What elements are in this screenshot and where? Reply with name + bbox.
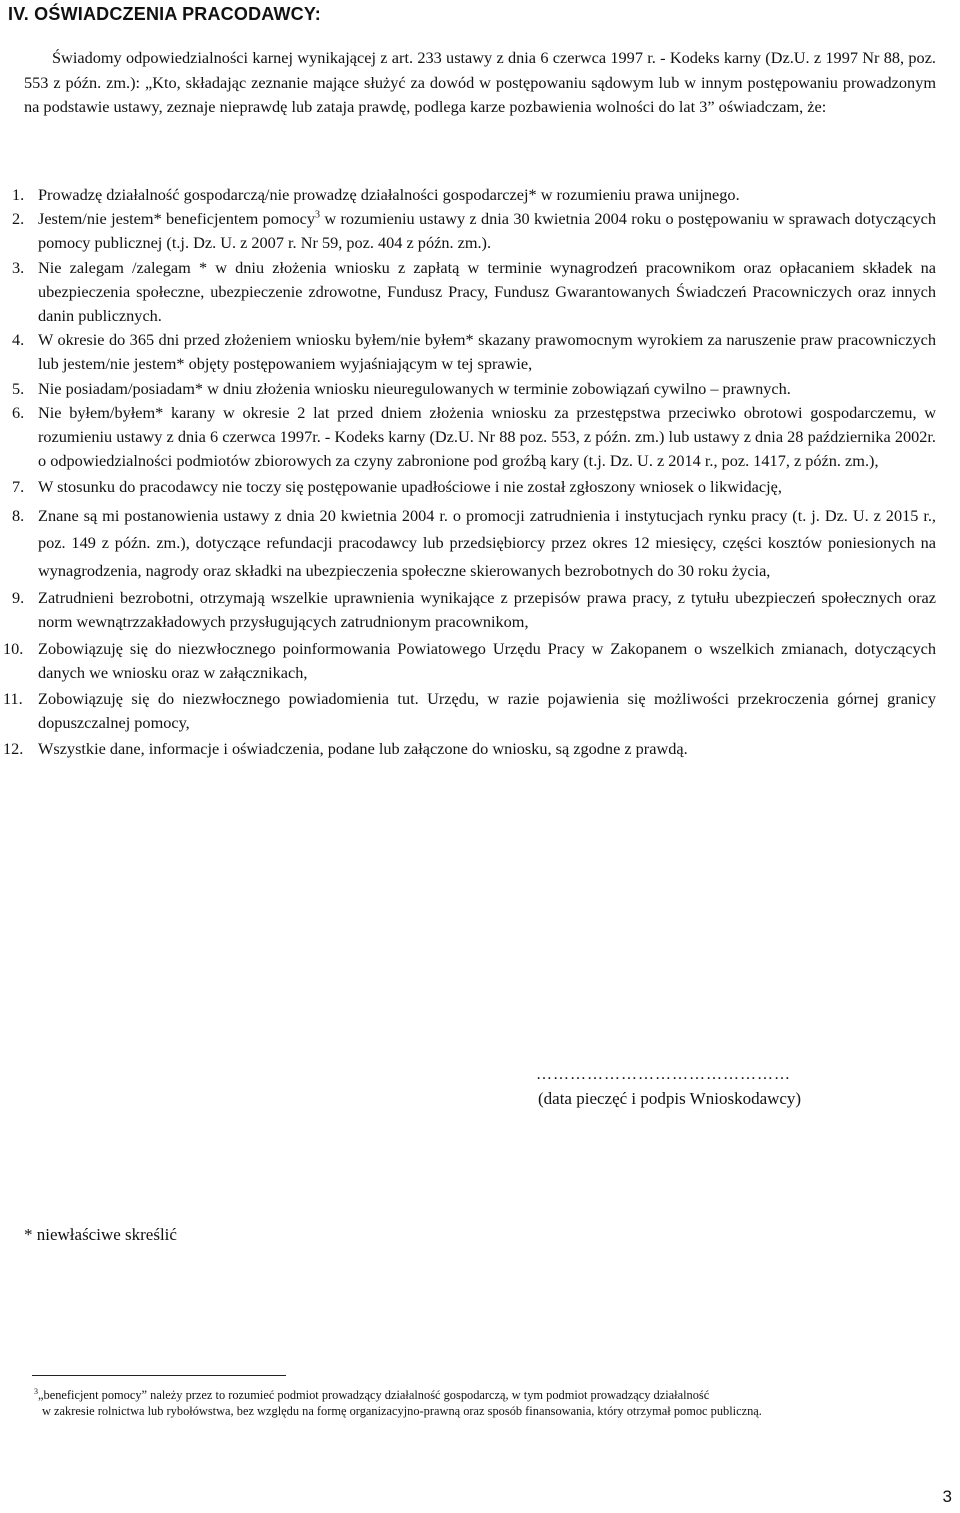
statement-item <box>0 256 936 329</box>
statement-item <box>0 328 936 376</box>
statement-number: 3. <box>12 257 25 277</box>
statement-text: Prowadzę działalność gospodarczą/nie prowadzę działalności gospodarczej* w rozumieniu prawa unijnego. <box>38 185 740 204</box>
footnote <box>34 1387 934 1419</box>
statement-item <box>0 687 936 735</box>
footnote-text: „beneficjent pomocy” należy przez to rozumieć podmiot prowadzący działalność gospodarczą, w tym podmiot prowadzący działalność <box>38 1388 710 1402</box>
statement-text: W okresie do 365 dni przed złożeniem wniosku byłem/nie byłem* skazany prawomocnym wyrokiem za naruszenie praw pracowniczych lub jestem/nie jestem* objęty postępowaniem wyjaśniającym w tej sprawie, <box>38 330 936 374</box>
statement-item <box>0 586 936 634</box>
statement-number: 12. <box>3 739 24 759</box>
statement-number: 7. <box>12 477 25 497</box>
statement-item <box>0 737 936 761</box>
asterisk-note: * niewłaściwe skreślić <box>24 1225 177 1244</box>
statement-number: 2. <box>12 209 25 229</box>
statement-number: 1. <box>12 185 25 204</box>
statement-item <box>0 475 936 499</box>
statement-item <box>0 207 936 255</box>
statement-text: Zatrudnieni bezrobotni, otrzymają wszelkie uprawnienia wynikające z przepisów prawa pracy, z tytułu ubezpieczeń społecznych oraz norm wewnątrzzakładowych przysługujących zatrudnionym pracownikom, <box>38 588 936 632</box>
signature-line: ……………………………………… <box>536 1066 791 1083</box>
statement-number: 5. <box>12 378 25 398</box>
statement-text: Zobowiązuję się do niezwłocznego poinformowania Powiatowego Urzędu Pracy w Zakopanem o wszelkich zmianach, dotyczących danych we wniosku oraz w załącznikach, <box>38 638 936 682</box>
statement-number: 9. <box>12 588 25 608</box>
footnote-separator <box>32 1375 286 1376</box>
statement-text: Nie byłem/byłem* karany w okresie 2 lat przed dniem złożenia wniosku za przestępstwa przeciwko obrotowi gospodarczemu, w rozumieniu ustawy z dnia 6 czerwca 1997r. - Kodeks karny (Dz.U. Nr 88 poz. 553, z późn. zm.) lub ustawy z dnia 28 października 2002r. o odpowiedzialności podmiotów zbiorowych za czyny zabronione pod groźbą kary (t.j. Dz. U. z 2014 r., poz. 1417, z późn. zm.), <box>38 402 936 471</box>
statement-item <box>0 183 936 207</box>
page-number: 3 <box>942 1487 952 1506</box>
intro-text: Świadomy odpowiedzialności karnej wynikającej z art. 233 ustawy z dnia 6 czerwca 1997 r. - Kodeks karny (Dz.U. z 1997 Nr 88, poz. 553 z późn. zm.): „Kto, składając zeznanie mające służyć za dowód w postępowaniu sądowym lub w innym postępowaniu prowadzonym na podstawie ustawy, zeznaje nieprawdę lub zataja prawdę, podlega karze pozbawienia wolności do lat 3” oświadczam, że: <box>24 48 936 116</box>
statements-list <box>0 183 936 762</box>
statement-number: 11. <box>3 688 23 708</box>
statement-text: Jestem/nie jestem* beneficjentem pomocy <box>38 209 316 229</box>
statement-item <box>0 401 936 474</box>
statement-text: Nie posiadam/posiadam* w dniu złożenia wniosku nieuregulowanych w terminie zobowiązań cywilno – prawnych. <box>38 378 791 398</box>
statement-number: 10. <box>3 638 24 658</box>
signature-caption: (data pieczęć i podpis Wnioskodawcy) <box>538 1089 802 1108</box>
statement-item <box>0 377 936 401</box>
statement-text: Zobowiązuję się do niezwłocznego powiadomienia tut. Urzędu, w razie pojawienia się możliwości przekroczenia górnej granicy dopuszczalnej pomocy, <box>38 688 936 733</box>
footnote-text-continued: w zakresie rolnictwa lub rybołówstwa, bez względu na formę organizacyjno-prawną oraz sposób finansowania, który otrzymał pomoc publiczną. <box>42 1404 762 1418</box>
footnote-reference: 3 <box>315 209 321 221</box>
section-title: IV. OŚWIADCZENIA PRACODAWCY: <box>8 4 321 24</box>
footnote-mark: 3 <box>34 1386 38 1396</box>
statement-text: Nie zalegam /zalegam * w dniu złożenia wniosku z zapłatą w terminie wynagrodzeń pracownikom oraz opłacaniem składek na ubezpieczenia społeczne, ubezpieczenie zdrowotne, Fundusz Pracy, Fundusz Gwarantowanych Świadczeń Pracowniczych oraz innych danin publicznych. <box>38 257 936 326</box>
statement-text: Znane są mi postanowienia ustawy z dnia 20 kwietnia 2004 r. o promocji zatrudnienia i instytucjach rynku pracy (t. j. Dz. U. z 2015 r., poz. 149 z późn. zm.), dotyczące refundacji pracodawcy lub przedsiębiorcy przez okres 12 miesięcy, części kosztów poniesionych na wynagrodzenia, nagrody oraz składki na ubezpieczenia społeczne skierowanych bezrobotnych do 30 roku życia, <box>38 505 936 580</box>
intro-paragraph <box>24 46 936 120</box>
statement-number: 8. <box>12 505 25 525</box>
statement-text: Wszystkie dane, informacje i oświadczenia, podane lub załączone do wniosku, są zgodne z prawdą. <box>38 739 688 759</box>
statement-text-continued: w rozumieniu ustawy z dnia 30 kwietnia 2004 roku o postępowaniu w sprawach dotyczących pomocy publicznej (t.j. Dz. U. z 2007 r. Nr 59, poz. 404 z późn. zm.). <box>38 209 936 253</box>
statement-number: 6. <box>12 402 25 422</box>
statement-item <box>0 637 936 685</box>
statement-text: W stosunku do pracodawcy nie toczy się postępowanie upadłościowe i nie został zgłoszony wniosek o likwidację, <box>38 477 782 497</box>
statement-item <box>0 502 936 585</box>
statement-number: 4. <box>12 330 25 350</box>
